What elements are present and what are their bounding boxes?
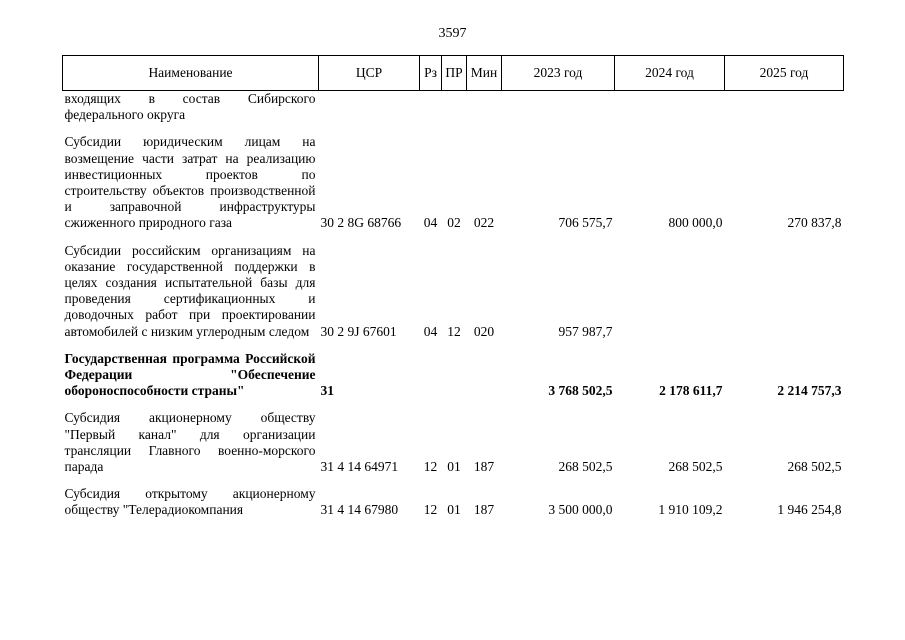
row-rz: 12 bbox=[423, 459, 438, 475]
row-pr bbox=[442, 351, 467, 400]
row-csr: 31 4 14 67980 bbox=[320, 502, 399, 518]
header-pr: ПР bbox=[442, 56, 467, 91]
row-csr: 30 2 9J 67601 bbox=[320, 323, 397, 339]
row-2024 bbox=[615, 243, 725, 340]
header-2025: 2025 год bbox=[725, 56, 844, 91]
header-csr: ЦСР bbox=[319, 56, 420, 91]
page-number: 3597 bbox=[438, 26, 467, 41]
header-2023: 2023 год bbox=[502, 56, 615, 91]
row-2024: 268 502,5 bbox=[668, 459, 723, 475]
table-row bbox=[63, 134, 844, 231]
row-2025: 2 214 757,3 bbox=[777, 383, 842, 399]
row-rz: 04 bbox=[423, 323, 438, 339]
row-rz: 04 bbox=[423, 215, 438, 231]
table-row bbox=[63, 486, 844, 518]
row-2023 bbox=[502, 91, 615, 124]
row-min bbox=[467, 91, 502, 124]
row-pr: 01 bbox=[447, 502, 461, 518]
row-name: входящих в состав Сибирского федерального округа bbox=[64, 91, 316, 123]
row-min: 187 bbox=[473, 459, 495, 475]
row-2023: 3 500 000,0 bbox=[548, 502, 613, 518]
row-pr: 01 bbox=[447, 459, 461, 475]
row-csr: 31 bbox=[320, 383, 334, 399]
row-min: 020 bbox=[473, 323, 495, 339]
row-2025 bbox=[725, 91, 844, 124]
row-2025: 1 946 254,8 bbox=[777, 502, 842, 518]
row-min bbox=[467, 351, 502, 400]
row-pr: 12 bbox=[447, 323, 461, 339]
row-name: Субсидии юридическим лицам на возмещение части затрат на реализацию инвестиционных проектов по строительству объектов производственной и заправочной инфраструктуры сжиженного природного газа bbox=[64, 134, 316, 231]
row-name: Субсидия акционерному обществу "Первый канал" для организации трансляции Главного военно-морского парада bbox=[64, 410, 316, 475]
row-2023: 957 987,7 bbox=[558, 323, 613, 339]
table-row bbox=[63, 91, 844, 124]
table-row bbox=[63, 410, 844, 475]
row-pr: 02 bbox=[447, 215, 461, 231]
row-2024: 1 910 109,2 bbox=[658, 502, 723, 518]
row-name: Субсидии российским организациям на оказание государственной поддержки в целях создания испытательной базы для проведения сертификационных и доводочных работ при проектировании автомобилей с низким углеродным следом bbox=[64, 242, 316, 339]
table-row bbox=[63, 243, 844, 340]
row-name: Субсидия открытому акционерному обществу "Телерадиокомпания bbox=[64, 486, 316, 518]
header-2024: 2024 год bbox=[615, 56, 725, 91]
header-rz: Рз bbox=[420, 56, 442, 91]
row-pr bbox=[442, 91, 467, 124]
row-csr: 31 4 14 64971 bbox=[320, 459, 399, 475]
header-name: Наименование bbox=[63, 56, 319, 91]
header-min: Мин bbox=[467, 56, 502, 91]
row-min: 187 bbox=[473, 502, 495, 518]
row-rz: 12 bbox=[423, 502, 438, 518]
row-csr bbox=[319, 91, 420, 124]
row-2024: 2 178 611,7 bbox=[659, 383, 723, 399]
row-min: 022 bbox=[473, 215, 495, 231]
row-2025 bbox=[725, 243, 844, 340]
row-2025: 268 502,5 bbox=[787, 459, 842, 475]
row-csr: 30 2 8G 68766 bbox=[320, 215, 402, 231]
row-2023: 3 768 502,5 bbox=[548, 383, 613, 399]
row-2023: 268 502,5 bbox=[558, 459, 613, 475]
table-header-row bbox=[63, 56, 844, 91]
row-rz bbox=[420, 351, 442, 400]
row-2024 bbox=[615, 91, 725, 124]
row-rz bbox=[420, 91, 442, 124]
row-2024: 800 000,0 bbox=[668, 215, 723, 231]
row-name: Государственная программа Российской Федерации "Обеспечение обороноспособности страны" bbox=[64, 350, 316, 399]
row-2023: 706 575,7 bbox=[558, 215, 613, 231]
table-row-program bbox=[63, 351, 844, 400]
budget-table bbox=[62, 55, 844, 519]
row-2025: 270 837,8 bbox=[787, 215, 842, 231]
